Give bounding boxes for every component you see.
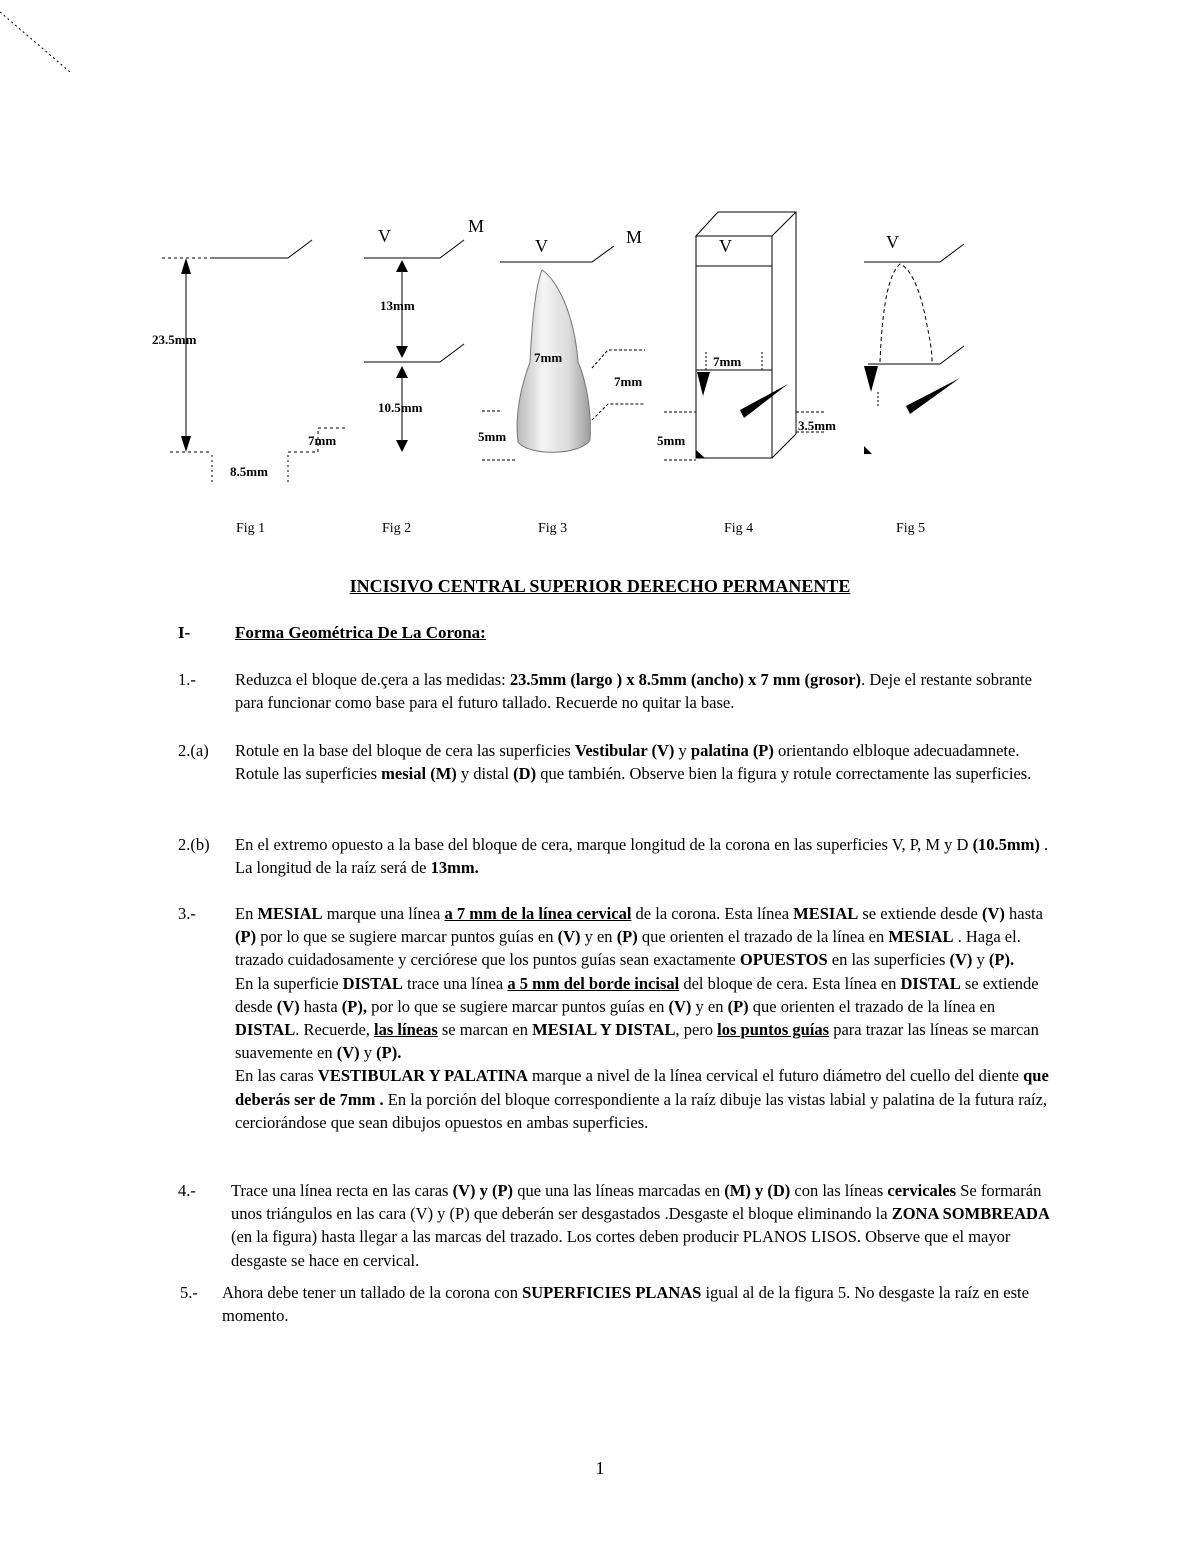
step-1 — [178, 668, 1058, 714]
step-3-number: 3.- — [178, 904, 196, 923]
page-title: INCISIVO CENTRAL SUPERIOR DERECHO PERMANENTE — [349, 576, 851, 596]
fig2-length-diagram — [364, 216, 484, 536]
step-5-number: 5.- — [180, 1283, 198, 1302]
fig5-shaded-zone — [864, 366, 878, 392]
fig3-neck-label: 7mm — [534, 350, 563, 365]
fig3-side-label: 7mm — [614, 374, 643, 389]
fig4-v-label: V — [719, 236, 732, 256]
step-3 — [178, 902, 1060, 1134]
fig1-width-label: 8.5mm — [230, 464, 268, 479]
corner-mark — [0, 12, 70, 72]
step-3-paragraph-1: En MESIAL marque una línea a 7 mm de la línea cervical de la corona. Esta línea MESIAL se extiende desde (V) hasta (P) por lo que se sugiere marcar puntos guías en (V) y en (P) que orienten el trazado de la línea en MESIAL . Haga el. trazado cuidadosamente y cerciórese que los puntos guías sean exactamente OPUESTOS en las superficies (V) y (P). — [235, 904, 1043, 970]
step-5-text: Ahora debe tener un tallado de la corona con SUPERFICIES PLANAS igual al de la figura 5. No desgaste la raíz en este momento. — [222, 1283, 1029, 1326]
step-4 — [178, 1179, 1058, 1272]
section-title: Forma Geométrica De La Corona: — [235, 623, 486, 642]
fig5-v-label: V — [886, 232, 899, 252]
step-2b-text: En el extremo opuesto a la base del bloque de cera, marque longitud de la corona en las superficies V, P, M y D (10.5mm) . La longitud de la raíz será de 13mm. — [235, 835, 1049, 878]
fig3-edge-label: 5mm — [478, 429, 507, 444]
step-2a — [178, 739, 1058, 785]
fig2-crown-label: 10.5mm — [378, 400, 423, 415]
step-4-number: 4.- — [178, 1181, 196, 1200]
fig2-m-label: M — [468, 216, 485, 236]
fig1-block-diagram — [152, 240, 346, 536]
section-heading — [178, 623, 486, 643]
section-number: I- — [178, 623, 191, 642]
step-5 — [180, 1281, 1040, 1327]
fig3-m-label: M — [626, 227, 643, 247]
step-3-paragraph-2: En la superficie DISTAL trace una línea a 5 mm del borde incisal del bloque de cera. Esta línea en DISTAL se extiende desde (V) hasta (P), por lo que se sugiere marcar puntos guías en (V) y en (P) que orienten el trazado de la línea en DISTAL. Recuerde, las líneas se marcan en MESIAL Y DISTAL, pero los puntos guías para trazar las líneas se marcan suavemente en (V) y (P). — [235, 973, 1039, 1063]
step-1-text: Reduzca el bloque de.çera a las medidas: 23.5mm (largo ) x 8.5mm (ancho) x 7 mm (grosor). Deje el restante sobrante para funcionar como base para el futuro tallado. Recuerde no quitar la base. — [235, 670, 1032, 713]
fig1-length-label: 23.5mm — [152, 332, 197, 347]
page-number: 1 — [595, 1458, 605, 1478]
fig4-cut-label: 3.5mm — [798, 418, 836, 433]
step-4-text: Trace una línea recta en las caras (V) y (P) que una las líneas marcadas en (M) y (D) con las líneas cervicales Se formarán unos triángulos en las cara (V) y (P) que deberán ser desgastados .Desgaste el bloque eliminando la ZONA SOMBREADA (en la figura) hasta llegar a las marcas del trazado. Los cortes deben producir PLANOS LISOS. Observe que el mayor desgaste se hace en cervical. — [231, 1181, 1050, 1270]
fig2-caption: Fig 2 — [382, 521, 412, 536]
fig1-caption: Fig 1 — [236, 521, 266, 536]
step-1-number: 1.- — [178, 670, 196, 689]
fig5-caption: Fig 5 — [896, 521, 926, 536]
step-2a-text: Rotule en la base del bloque de cera las superficies Vestibular (V) y palatina (P) orientando elbloque adecuadamnete. Rotule las superficies mesial (M) y distal (D) que también. Observe bien la figura y rotule correctamente las superficies. — [235, 741, 1032, 784]
step-2b — [178, 833, 1058, 879]
fig2-v-label: V — [378, 226, 391, 246]
fig3-v-label: V — [535, 236, 548, 256]
fig3-tooth-diagram — [478, 227, 645, 536]
step-2a-number: 2.(a) — [178, 741, 209, 760]
fig4-neck-label: 7mm — [713, 354, 742, 369]
figures-area — [0, 0, 1200, 560]
fig4-caption: Fig 4 — [724, 521, 754, 536]
fig4-shaded-zone — [697, 372, 710, 396]
step-3-paragraph-3: En las caras VESTIBULAR Y PALATINA marque a nivel de la línea cervical el futuro diámetro del cuello del diente que deberás ser de 7mm . En la porción del bloque correspondiente a la raíz dibuje las vistas labial y palatina de la futura raíz, cerciorándose que sean dibujos opuestos en ambas superficies. — [235, 1066, 1049, 1132]
step-2b-number: 2.(b) — [178, 835, 210, 854]
fig5-carved-diagram — [864, 232, 964, 536]
fig3-caption: Fig 3 — [538, 521, 568, 536]
fig5-shaded-zone-side — [906, 378, 960, 414]
fig1-thickness-label: 7mm — [308, 433, 337, 448]
fig4-edge-label: 5mm — [657, 433, 686, 448]
fig4-block-diagram — [657, 212, 836, 536]
fig2-root-label: 13mm — [380, 298, 415, 313]
fig4-shaded-zone-side — [740, 384, 788, 418]
